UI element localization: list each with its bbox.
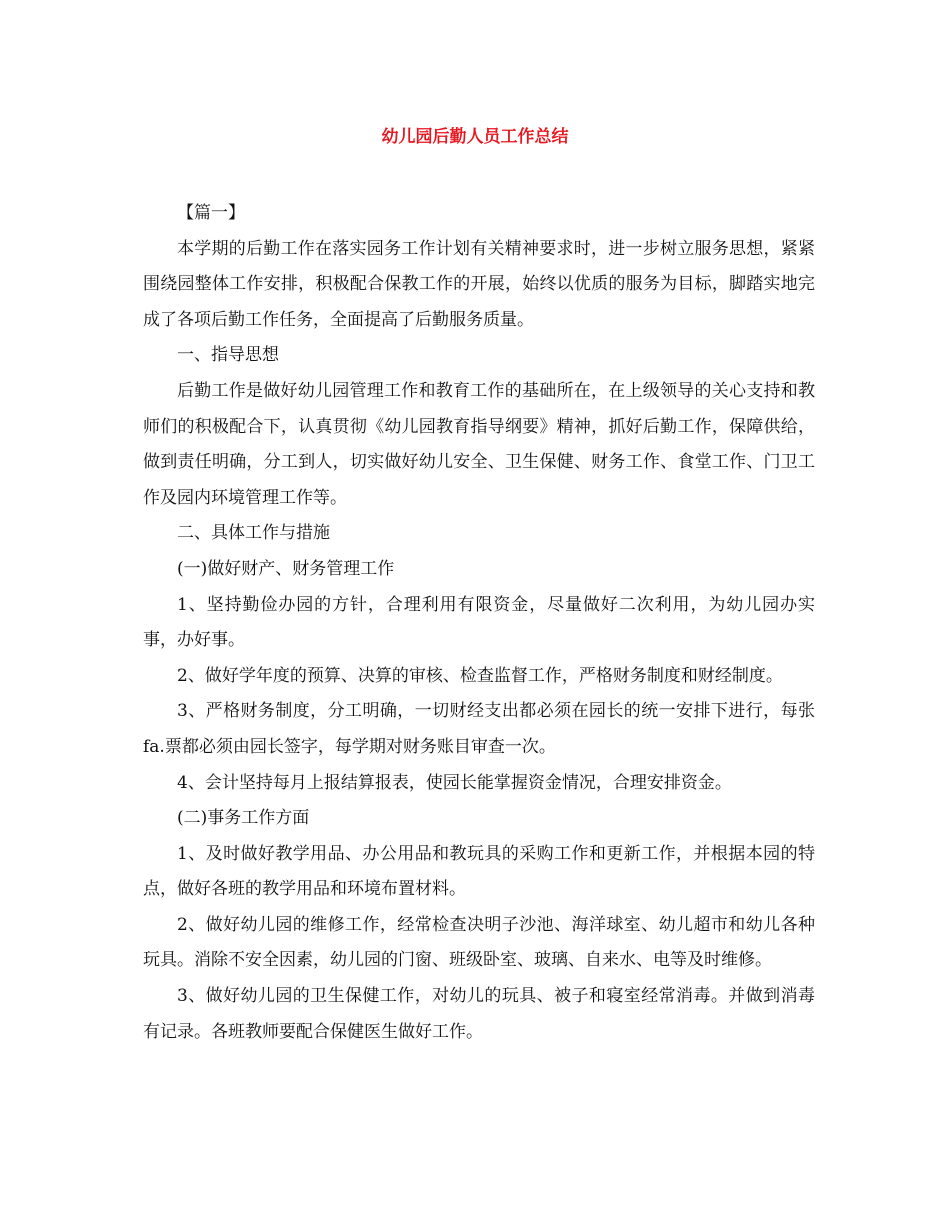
affairs-item: 1、及时做好教学用品、办公用品和教玩具的采购工作和更新工作，并根据本园的特点，做好各班的教学用品和环境布置材料。: [143, 843, 815, 900]
intro-paragraph: 本学期的后勤工作在落实园务工作计划有关精神要求时，进一步树立服务思想，紧紧围绕园整体工作安排，积极配合保教工作的开展，始终以优质的服务为目标，脚踏实地完成了各项后勤工作任务，全面提高了后勤服务质量。: [143, 238, 815, 330]
affairs-item: 2、做好幼儿园的维修工作，经常检查决明子沙池、海洋球室、幼儿超市和幼儿各种玩具。消除不安全因素，幼儿园的门窗、班级卧室、玻璃、自来水、电等及时维修。: [143, 914, 815, 971]
document-body: [143, 196, 815, 1050]
heading-work-measures: 二、具体工作与措施: [177, 523, 330, 544]
finance-item: 4、会计坚持每月上报结算报表，使园长能掌握资金情况，合理安排资金。: [177, 772, 732, 793]
finance-item: 1、坚持勤俭办园的方针，合理利用有限资金，尽量做好二次利用，为幼儿园办实事，办好事。: [143, 594, 815, 651]
finance-item: 3、严格财务制度，分工明确，一切财经支出都必须在园长的统一安排下进行，每张fa.票都必须由园长签字，每学期对财务账目审查一次。: [143, 701, 815, 757]
section-label: 【篇一】: [177, 203, 245, 223]
guiding-thought-paragraph: 后勤工作是做好幼儿园管理工作和教育工作的基础所在，在上级领导的关心支持和教师们的积极配合下，认真贯彻《幼儿园教育指导纲要》精神，抓好后勤工作，保障供给，做到责任明确，分工到人，切实做好幼儿安全、卫生保健、财务工作、食堂工作、门卫工作及园内环境管理工作等。: [143, 380, 815, 508]
affairs-item: 3、做好幼儿园的卫生保健工作，对幼儿的玩具、被子和寝室经常消毒。并做到消毒有记录。各班教师要配合保健医生做好工作。: [143, 986, 815, 1042]
finance-item: 2、做好学年度的预算、决算的审核、检查监督工作，严格财务制度和财经制度。: [177, 665, 783, 686]
subheading-affairs: (二)事务工作方面: [177, 808, 310, 829]
heading-guiding-thought: 一、指导思想: [177, 345, 279, 366]
subheading-finance: (一)做好财产、财务管理工作: [177, 558, 395, 579]
document-title: 幼儿园后勤人员工作总结: [381, 127, 569, 147]
